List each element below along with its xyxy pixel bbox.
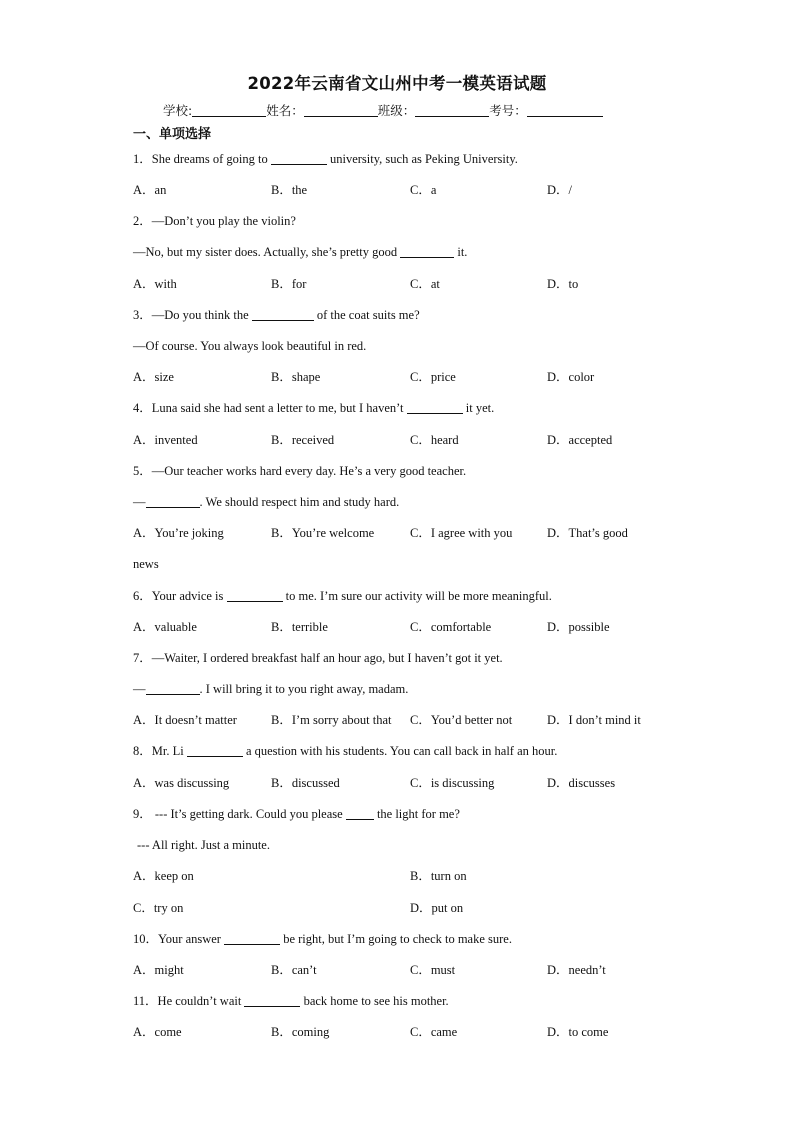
exam-number-label: 考号：	[489, 103, 527, 118]
q2-option-d[interactable]: D．to	[547, 277, 579, 291]
q1-option-c[interactable]: C．a	[410, 183, 437, 197]
q11-option-b[interactable]: B．coming	[271, 1025, 330, 1039]
name-blank[interactable]	[304, 102, 378, 117]
q9-option-a[interactable]: A．keep on	[133, 869, 194, 883]
question-4-stem: 4．Luna said she had sent a letter to me, but I haven’t it yet.	[133, 401, 495, 415]
exam-number-blank[interactable]	[527, 102, 603, 117]
q11-option-d[interactable]: D．to come	[547, 1025, 609, 1039]
q6-option-d[interactable]: D．possible	[547, 620, 610, 634]
q4-option-c[interactable]: C．heard	[410, 433, 459, 447]
q8-option-c[interactable]: C．is discussing	[410, 776, 495, 790]
q5-option-b[interactable]: B．You’re welcome	[271, 526, 375, 540]
q3-option-b[interactable]: B．shape	[271, 370, 321, 384]
page-title: 2022年云南省文山州中考一模英语试题	[247, 74, 547, 93]
class-blank[interactable]	[415, 102, 489, 117]
question-3-reply: —Of course. You always look beautiful in red.	[133, 339, 367, 353]
question-9-reply: --- All right. Just a minute.	[137, 838, 270, 852]
question-5-reply: — . We should respect him and study hard.	[133, 495, 400, 509]
q8-option-b[interactable]: B．discussed	[271, 776, 340, 790]
section-title: 一、单项选择	[133, 127, 212, 142]
q10-option-a[interactable]: A．might	[133, 963, 184, 977]
q3-option-c[interactable]: C．price	[410, 370, 456, 384]
name-label: 姓名：	[266, 103, 304, 118]
q10-option-c[interactable]: C．must	[410, 963, 456, 977]
q1-option-a[interactable]: A．an	[133, 183, 167, 197]
q6-option-a[interactable]: A．valuable	[133, 620, 197, 634]
question-8-stem: 8．Mr. Li a question with his students. You can call back in half an hour.	[133, 744, 558, 758]
q11-option-c[interactable]: C．came	[410, 1025, 458, 1039]
q7-option-b[interactable]: B．I’m sorry about that	[271, 713, 392, 727]
q9-option-c[interactable]: C．try on	[133, 901, 184, 915]
q7-option-a[interactable]: A．It doesn’t matter	[133, 713, 237, 727]
question-2-stem: 2．—Don’t you play the violin?	[133, 214, 296, 228]
q7-option-c[interactable]: C．You’d better not	[410, 713, 513, 727]
q11-option-a[interactable]: A．come	[133, 1025, 182, 1039]
q7-option-d[interactable]: D．I don’t mind it	[547, 713, 641, 727]
q4-option-d[interactable]: D．accepted	[547, 433, 613, 447]
q5-option-a[interactable]: A．You’re joking	[133, 526, 224, 540]
question-7-stem: 7．—Waiter, I ordered breakfast half an hour ago, but I haven’t got it yet.	[133, 651, 503, 665]
q3-option-a[interactable]: A．size	[133, 370, 174, 384]
question-6-stem: 6．Your advice is to me. I’m sure our activity will be more meaningful.	[133, 589, 552, 603]
q3-option-d[interactable]: D．color	[547, 370, 595, 384]
question-5-stem: 5．—Our teacher works hard every day. He’s a very good teacher.	[133, 464, 467, 478]
q9-option-b[interactable]: B．turn on	[410, 869, 467, 883]
q9-option-d[interactable]: D．put on	[410, 901, 464, 915]
q2-option-c[interactable]: C．at	[410, 277, 440, 291]
question-10-stem: 10．Your answer be right, but I’m going to check to make sure.	[133, 932, 512, 946]
q8-option-a[interactable]: A．was discussing	[133, 776, 230, 790]
q10-option-b[interactable]: B．can’t	[271, 963, 317, 977]
class-label: 班级：	[377, 103, 416, 118]
question-11-stem: 11．He couldn’t wait back home to see his mother.	[133, 994, 449, 1008]
q6-option-b[interactable]: B．terrible	[271, 620, 328, 634]
q10-option-d[interactable]: D．needn’t	[547, 963, 606, 977]
q5-option-d[interactable]: D．That’s good	[547, 526, 628, 540]
question-7-reply: — . I will bring it to you right away, madam.	[133, 682, 409, 696]
q8-option-d[interactable]: D．discusses	[547, 776, 616, 790]
q2-option-a[interactable]: A．with	[133, 277, 177, 291]
q5-option-c[interactable]: C．I agree with you	[410, 526, 513, 540]
q2-option-b[interactable]: B．for	[271, 277, 307, 291]
student-info-line	[163, 101, 603, 119]
school-blank[interactable]	[192, 102, 266, 117]
q1-option-d[interactable]: D．/	[547, 183, 573, 197]
q4-option-b[interactable]: B．received	[271, 433, 335, 447]
question-3-stem: 3．—Do you think the of the coat suits me?	[133, 308, 420, 322]
question-1-stem: 1．She dreams of going to university, such as Peking University.	[133, 152, 518, 166]
school-label: 学校:	[163, 103, 193, 118]
q6-option-c[interactable]: C．comfortable	[410, 620, 492, 634]
question-2-reply: —No, but my sister does. Actually, she’s pretty good it.	[133, 245, 468, 259]
q5-option-d-continued: news	[133, 557, 159, 571]
question-9-stem: 9． --- It’s getting dark. Could you please the light for me?	[133, 807, 460, 821]
q1-option-b[interactable]: B．the	[271, 183, 308, 197]
q4-option-a[interactable]: A．invented	[133, 433, 198, 447]
